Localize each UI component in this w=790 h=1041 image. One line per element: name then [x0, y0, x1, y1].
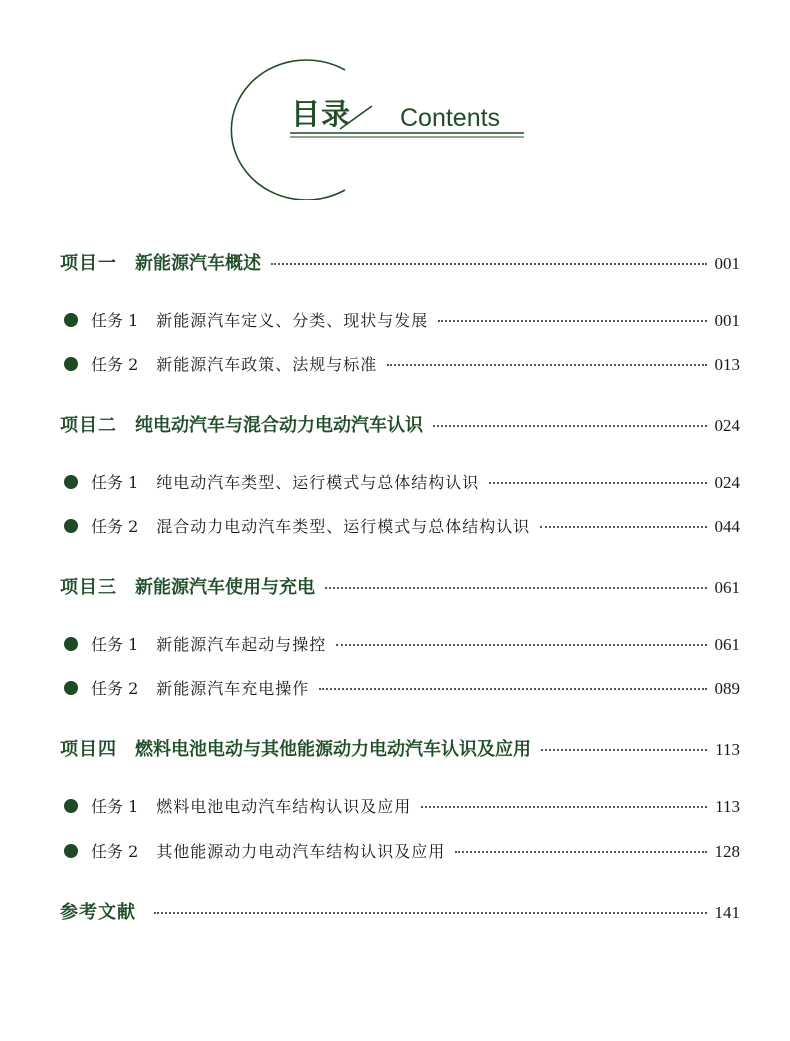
page-number: 013: [714, 355, 740, 374]
bullet-icon: [64, 799, 78, 813]
toc-task-4-2[interactable]: [64, 839, 740, 862]
task-number: 任务 2: [91, 842, 139, 861]
bullet-icon: [64, 844, 78, 858]
bullet-icon: [64, 637, 78, 651]
page-number: 044: [714, 517, 740, 536]
page-number: 024: [714, 416, 740, 435]
project-number: 项目四: [60, 739, 117, 760]
project-number: 项目二: [60, 415, 117, 436]
dot-leader: [540, 526, 706, 528]
page-number: 141: [714, 903, 740, 922]
toc-task-3-1[interactable]: [64, 632, 740, 655]
dot-leader: [421, 806, 707, 808]
toc-references[interactable]: [60, 898, 740, 924]
dot-leader: [438, 320, 706, 322]
page-number: 061: [714, 635, 740, 654]
dot-leader: [336, 644, 706, 646]
page-number: 113: [715, 740, 740, 759]
toc-project-4[interactable]: [60, 735, 740, 761]
task-title: 新能源汽车起动与操控: [156, 635, 327, 654]
project-title: 燃料电池电动与其他能源动力电动汽车认识及应用: [135, 739, 531, 760]
page-number: 024: [714, 473, 740, 492]
task-number: 任务 1: [91, 635, 139, 654]
dot-leader: [325, 587, 707, 589]
page-number: 128: [714, 842, 740, 861]
page-title-en: Contents: [400, 104, 501, 132]
toc-project-1[interactable]: [60, 249, 740, 275]
project-number: 项目一: [60, 253, 117, 274]
task-title: 其他能源动力电动汽车结构认识及应用: [156, 842, 446, 861]
task-number: 任务 2: [91, 355, 139, 374]
toc-project-2[interactable]: [60, 411, 740, 437]
bullet-icon: [64, 313, 78, 327]
task-number: 任务 2: [91, 517, 139, 536]
project-number: 项目三: [60, 577, 117, 598]
project-title: 新能源汽车概述: [135, 253, 261, 274]
task-number: 任务 1: [91, 473, 139, 492]
dot-leader: [319, 688, 706, 690]
toc-task-2-1[interactable]: [64, 470, 740, 493]
dot-leader: [387, 364, 706, 366]
dot-leader: [154, 912, 707, 914]
project-title: 新能源汽车使用与充电: [135, 577, 315, 598]
toc-task-1-2[interactable]: [64, 352, 740, 375]
task-title: 新能源汽车充电操作: [156, 679, 310, 698]
references-title: 参考文献: [60, 902, 136, 923]
dot-leader: [489, 482, 706, 484]
page-number: 001: [714, 311, 740, 330]
project-title: 纯电动汽车与混合动力电动汽车认识: [135, 415, 423, 436]
bullet-icon: [64, 475, 78, 489]
toc-task-2-2[interactable]: [64, 514, 740, 537]
bullet-icon: [64, 519, 78, 533]
page-number: 089: [714, 679, 740, 698]
task-title: 燃料电池电动汽车结构认识及应用: [156, 797, 412, 816]
page-number: 001: [714, 254, 740, 273]
task-title: 纯电动汽车类型、运行模式与总体结构认识: [156, 473, 480, 492]
toc-task-3-2[interactable]: [64, 676, 740, 699]
task-title: 新能源汽车定义、分类、现状与发展: [156, 311, 429, 330]
task-title: 混合动力电动汽车类型、运行模式与总体结构认识: [156, 517, 531, 536]
toc-task-1-1[interactable]: [64, 308, 740, 331]
dot-leader: [271, 263, 707, 265]
page-number: 061: [714, 578, 740, 597]
task-number: 任务 2: [91, 679, 139, 698]
bullet-icon: [64, 681, 78, 695]
task-title: 新能源汽车政策、法规与标准: [156, 355, 378, 374]
page-title-cn: 目录: [291, 97, 352, 131]
task-number: 任务 1: [91, 797, 139, 816]
page-number: 113: [715, 797, 740, 816]
dot-leader: [455, 851, 706, 853]
dot-leader: [433, 425, 707, 427]
dot-leader: [541, 749, 707, 751]
toc-task-4-1[interactable]: [64, 794, 740, 817]
toc-project-3[interactable]: [60, 573, 740, 599]
bullet-icon: [64, 357, 78, 371]
task-number: 任务 1: [91, 311, 139, 330]
